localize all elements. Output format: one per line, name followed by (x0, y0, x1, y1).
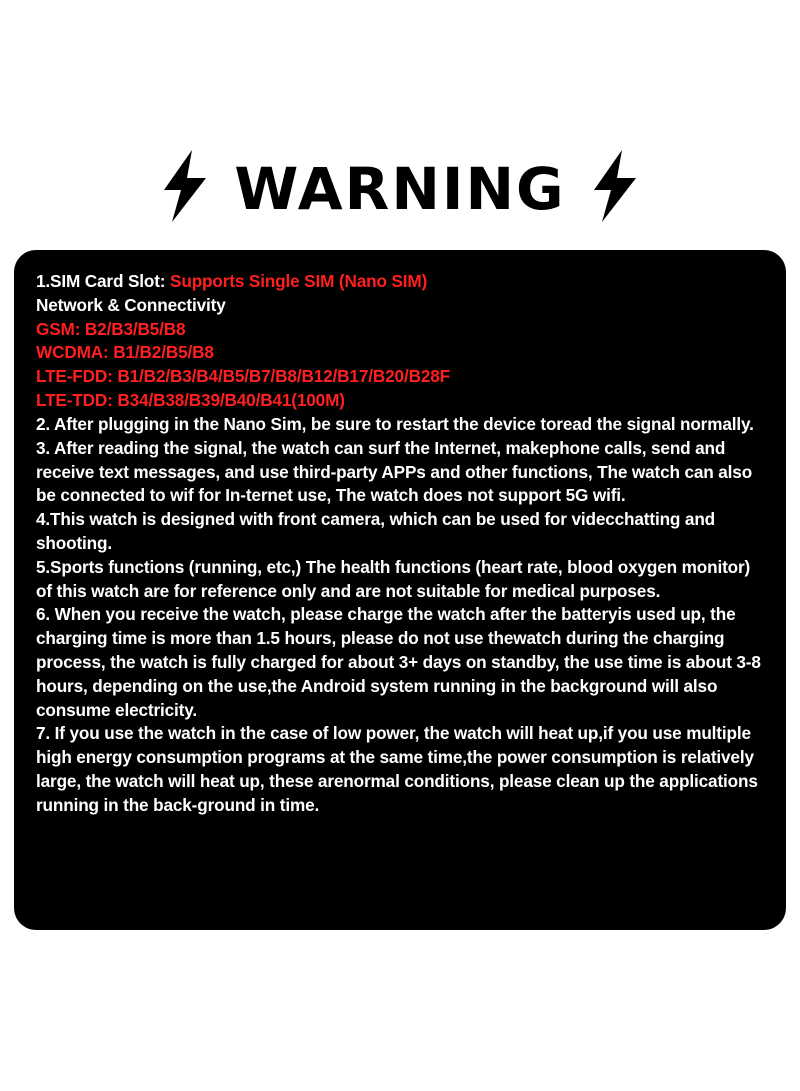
notice-item: 3. After reading the signal, the watch can surf the Internet, makephone calls, send and receive text messages, and use third-party APPs and other functions, The watch can also be connected to wif for In-ternet use, The watch does not support 5G wifi. (36, 437, 753, 506)
notice-item: 5.Sports functions (running, etc,) The health functions (heart rate, blood oxygen monitor) of this watch are for reference only and are not suitable for medical purposes. (36, 556, 751, 601)
notice-item: 2. After plugging in the Nano Sim, be sure to restart the device toread the signal normally. (36, 413, 754, 434)
notice-item: 4.This watch is designed with front camera, which can be used for videcchatting and shooting. (36, 509, 716, 553)
notice-item: 7. If you use the watch in the case of low power, the watch will heat up,if you use multiple high energy consumption programs at the same time,the power consumption is relatively large, the watch will heat up, these arenormal conditions, please clean up the applications running in the back-ground in time. (36, 723, 758, 815)
lightning-bolt-icon (592, 150, 638, 227)
warning-notice-body (36, 270, 764, 818)
warning-header (0, 150, 800, 227)
lightning-bolt-icon (162, 150, 208, 227)
band-wcdma: WCDMA: B1/B2/B5/B8 (36, 342, 214, 363)
band-gsm: GSM: B2/B3/B5/B8 (36, 318, 186, 339)
sim-slot-line (36, 270, 764, 294)
page-title: WARNING (234, 154, 566, 223)
notice-item: 6. When you receive the watch, please charge the watch after the batteryis used up, the charging time is more than 1.5 hours, please do not use thewatch during the charging process, the watch is fully charged for about 3+ days on standby, the use time is about 3-8 hours, depending on the use,the Android system running in the background will also consume electricity. (36, 604, 761, 720)
network-heading: Network & Connectivity (36, 294, 226, 315)
band-lte-fdd: LTE-FDD: B1/B2/B3/B4/B5/B7/B8/B12/B17/B20/B28F (36, 366, 451, 387)
band-lte-tdd: LTE-TDD: B34/B38/B39/B40/B41(100M) (36, 390, 345, 411)
sim-slot-label: 1.SIM Card Slot: (36, 271, 166, 291)
sim-slot-value: Supports Single SIM (Nano SIM) (170, 271, 428, 291)
warning-notice-card (14, 250, 786, 930)
